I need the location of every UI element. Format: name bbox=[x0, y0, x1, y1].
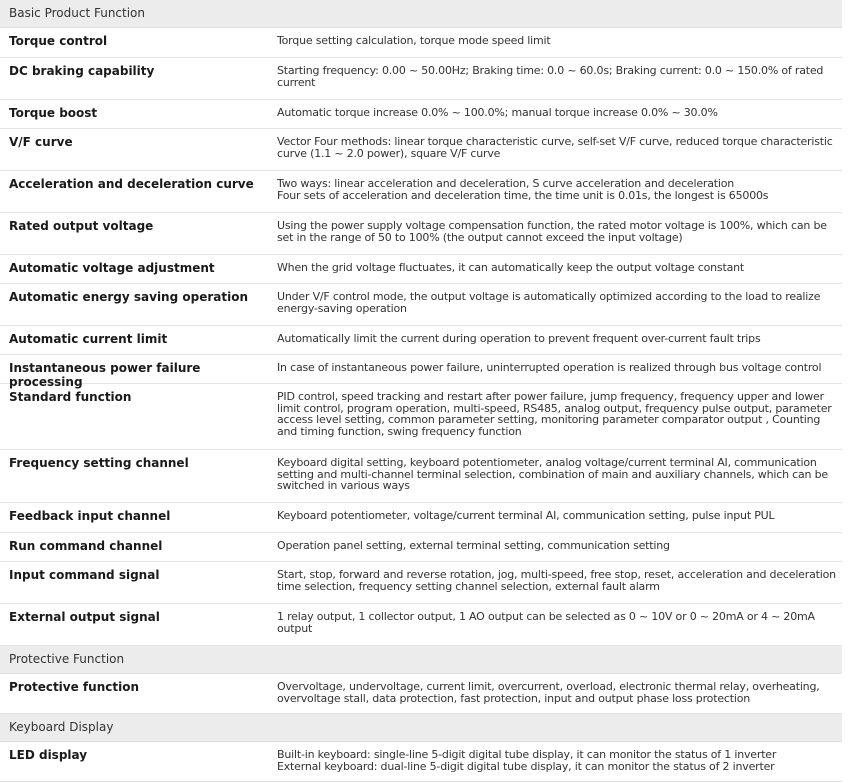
spec-row bbox=[0, 742, 842, 782]
spec-value bbox=[277, 213, 842, 254]
spec-value bbox=[277, 384, 842, 449]
spec-value bbox=[277, 604, 842, 645]
spec-value-line: Vector Four methods: linear torque characteristic curve, self-set V/F curve, reduced torque characteristic curve (1.1 ~ 2.0 power), square V/F curve bbox=[277, 135, 833, 160]
spec-label: External output signal bbox=[9, 610, 160, 624]
section-header: Protective Function bbox=[0, 646, 842, 674]
spec-row bbox=[0, 213, 842, 255]
spec-label: Automatic voltage adjustment bbox=[9, 261, 215, 275]
spec-value-line: Torque setting calculation, torque mode speed limit bbox=[277, 34, 551, 47]
spec-label: Feedback input channel bbox=[9, 509, 171, 523]
spec-row bbox=[0, 503, 842, 533]
spec-row bbox=[0, 284, 842, 326]
spec-label: Automatic current limit bbox=[9, 332, 168, 346]
spec-row bbox=[0, 171, 842, 213]
spec-value bbox=[277, 742, 842, 781]
spec-row bbox=[0, 326, 842, 355]
spec-value-line: In case of instantaneous power failure, uninterrupted operation is realized through bus voltage control bbox=[277, 361, 822, 374]
spec-value-line: External keyboard: dual-line 5-digit digital tube display, it can monitor the status of 2 inverter bbox=[277, 759, 775, 773]
spec-value-line: Automatically limit the current during operation to prevent frequent over-current fault trips bbox=[277, 332, 761, 345]
spec-value bbox=[277, 58, 842, 99]
spec-label: Automatic energy saving operation bbox=[9, 290, 248, 304]
spec-label: Run command channel bbox=[9, 539, 163, 553]
spec-value-line: Four sets of acceleration and deceleration time, the time unit is 0.01s, the longest is 65000s bbox=[277, 188, 769, 202]
spec-row bbox=[0, 129, 842, 171]
spec-value-line: Operation panel setting, external terminal setting, communication setting bbox=[277, 539, 670, 552]
spec-value-line: Overvoltage, undervoltage, current limit, overcurrent, overload, electronic thermal relay, overheating, overvoltage stall, data protection, fast protection, input and output phase loss protection bbox=[277, 680, 820, 705]
spec-label: Rated output voltage bbox=[9, 219, 154, 233]
spec-value-line: Start, stop, forward and reverse rotation, jog, multi-speed, free stop, reset, acceleration and deceleration time selection, frequency setting channel selection, external fault alarm bbox=[277, 568, 836, 593]
spec-value-line: 1 relay output, 1 collector output, 1 AO output can be selected as 0 ~ 10V or 0 ~ 20mA or 4 ~ 20mA output bbox=[277, 610, 815, 635]
spec-value bbox=[277, 450, 842, 502]
spec-row bbox=[0, 58, 842, 100]
spec-value bbox=[277, 284, 842, 325]
spec-value-line: Keyboard potentiometer, voltage/current terminal AI, communication setting, pulse input PUL bbox=[277, 509, 775, 522]
spec-label: Torque control bbox=[9, 34, 108, 48]
spec-row bbox=[0, 450, 842, 503]
spec-value-line: Keyboard digital setting, keyboard potentiometer, analog voltage/current terminal AI, communication setting and multi-channel terminal selection, combination of main and auxiliary channels, which can be switched in various ways bbox=[277, 456, 828, 492]
spec-label: LED display bbox=[9, 748, 88, 762]
spec-value-line: Automatic torque increase 0.0% ~ 100.0%; manual torque increase 0.0% ~ 30.0% bbox=[277, 106, 718, 119]
spec-row bbox=[0, 255, 842, 284]
spec-row bbox=[0, 604, 842, 646]
spec-row bbox=[0, 355, 842, 389]
spec-value bbox=[277, 100, 842, 128]
spec-label: Standard function bbox=[9, 390, 132, 404]
spec-value bbox=[277, 129, 842, 170]
spec-value bbox=[277, 503, 842, 532]
spec-value-line: Built-in keyboard: single-line 5-digit digital tube display, it can monitor the status of 1 inverter bbox=[277, 748, 777, 761]
spec-value-line: Using the power supply voltage compensation function, the rated motor voltage is 100%, which can be set in the range of 50 to 100% (the output cannot exceed the input voltage) bbox=[277, 219, 827, 244]
spec-value bbox=[277, 326, 842, 354]
spec-row bbox=[0, 100, 842, 129]
spec-label: Acceleration and deceleration curve bbox=[9, 177, 254, 191]
section-header: Basic Product Function bbox=[0, 0, 842, 28]
spec-label: Instantaneous power failure processing bbox=[9, 361, 201, 389]
spec-value-line: Two ways: linear acceleration and deceleration, S curve acceleration and deceleration bbox=[277, 177, 735, 190]
spec-value-line: When the grid voltage fluctuates, it can automatically keep the output voltage constant bbox=[277, 261, 744, 274]
spec-label: V/F curve bbox=[9, 135, 73, 149]
spec-value bbox=[277, 674, 842, 713]
spec-label: Input command signal bbox=[9, 568, 160, 582]
spec-value bbox=[277, 533, 842, 561]
spec-value bbox=[277, 355, 842, 383]
spec-row bbox=[0, 28, 842, 58]
spec-row bbox=[0, 384, 842, 450]
spec-value bbox=[277, 562, 842, 603]
spec-value bbox=[277, 171, 842, 212]
spec-row bbox=[0, 674, 842, 714]
spec-value-line: Starting frequency: 0.00 ~ 50.00Hz; Braking time: 0.0 ~ 60.0s; Braking current: 0.0 ~ 150.0% of rated current bbox=[277, 64, 824, 89]
spec-value-line: Under V/F control mode, the output voltage is automatically optimized according to the load to realize energy-saving operation bbox=[277, 290, 821, 315]
section-header: Keyboard Display bbox=[0, 714, 842, 742]
spec-label: Frequency setting channel bbox=[9, 456, 189, 470]
spec-label: Protective function bbox=[9, 680, 139, 694]
spec-value bbox=[277, 28, 842, 57]
spec-value bbox=[277, 255, 842, 283]
spec-label: DC braking capability bbox=[9, 64, 155, 78]
spec-label: Torque boost bbox=[9, 106, 98, 120]
spec-value-line: PID control, speed tracking and restart after power failure, jump frequency, frequency upper and lower limit control, program operation, multi-speed, RS485, analog output, frequency pulse output, parameter access level setting, common parameter setting, monitoring parameter comparator output , Counting and timing function, swing frequency function bbox=[277, 390, 832, 438]
spec-row bbox=[0, 562, 842, 604]
spec-row bbox=[0, 533, 842, 562]
